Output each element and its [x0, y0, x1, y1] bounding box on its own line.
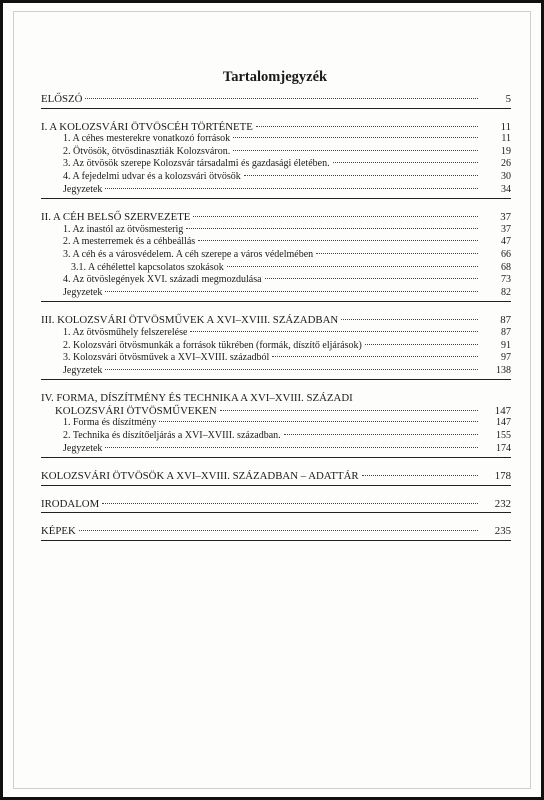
entry-label: ELŐSZÓ	[41, 93, 83, 105]
entry-label: 4. A fejedelmi udvar és a kolozsvári ötvösök	[63, 170, 241, 182]
entry-page: 235	[494, 525, 511, 538]
entry-page: 147	[496, 417, 511, 429]
entry-page: 34	[501, 183, 511, 195]
section-divider	[41, 485, 511, 486]
section-divider	[41, 198, 511, 199]
toc-entry-4-2[interactable]	[41, 430, 511, 443]
entry-page: 66	[501, 248, 511, 260]
entry-page: 11	[500, 120, 511, 133]
entry-label: 3.1. A céhélettel kapcsolatos szokások	[71, 261, 224, 273]
dot-leader	[256, 126, 478, 127]
entry-page: 82	[501, 286, 511, 298]
page-title: Tartalomjegyzék	[222, 69, 328, 85]
toc-entry-chapter-4[interactable]	[41, 405, 511, 418]
dot-leader	[365, 344, 478, 345]
toc-entry-1-3[interactable]	[41, 158, 511, 171]
toc-entry-1-4[interactable]	[41, 171, 511, 184]
dot-leader	[79, 530, 478, 531]
entry-label: I. A KOLOZSVÁRI ÖTVÖSCÉH TÖRTÉNETE	[41, 120, 253, 133]
entry-page: 30	[501, 170, 511, 182]
dot-leader	[265, 278, 478, 279]
entry-label: 2. Kolozsvári ötvösmunkák a források tükrében (formák, díszítő eljárások)	[63, 339, 362, 351]
entry-page: 97	[501, 352, 511, 364]
toc-entry-chapter-1[interactable]	[41, 121, 511, 134]
entry-page: 91	[501, 339, 511, 351]
entry-label: 2. A mesterremek és a céhbeállás	[63, 236, 196, 248]
section-divider	[41, 108, 511, 109]
entry-label: II. A CÉH BELSŐ SZERVEZETE	[41, 211, 191, 224]
toc-entry-3-3[interactable]	[41, 352, 511, 365]
entry-page: 232	[494, 497, 511, 510]
toc-entry-4-1[interactable]	[41, 417, 511, 430]
toc-entry-1-2[interactable]	[41, 146, 511, 159]
dot-leader	[316, 253, 478, 254]
entry-label: KOLOZSVÁRI ÖTVÖSÖK A XVI–XVIII. SZÁZADBAN – ADATTÁR	[41, 470, 359, 483]
entry-label: KÉPEK	[41, 525, 76, 538]
dot-leader	[105, 188, 478, 189]
entry-page: 178	[494, 470, 511, 483]
entry-label: 4. Az ötvöslegények XVI. századi megmozdulása	[63, 274, 262, 286]
entry-label: 1. A céhes mesterekre vonatkozó források	[63, 133, 231, 145]
dot-leader	[341, 319, 478, 320]
entry-page: 37	[501, 223, 511, 235]
entry-page: 73	[501, 274, 511, 286]
toc-entry-2-1[interactable]	[41, 224, 511, 237]
toc-entry-irodalom[interactable]	[41, 498, 511, 511]
toc-entry-4-notes[interactable]	[41, 443, 511, 456]
entry-label: 3. Az ötvösök szerepe Kolozsvár társadalmi és gazdasági életében.	[63, 158, 330, 170]
dot-leader	[233, 137, 478, 138]
entry-page: 68	[501, 261, 511, 273]
toc-entry-3-1[interactable]	[41, 327, 511, 340]
entry-label: Jegyzetek	[63, 183, 103, 195]
dot-leader	[193, 216, 478, 217]
toc-entry-2-3-1[interactable]	[41, 262, 511, 275]
entry-label: 1. Az ötvösműhely felszerelése	[63, 326, 188, 338]
toc-entry-1-1[interactable]	[41, 133, 511, 146]
entry-page: 5	[505, 93, 511, 105]
entry-label: 3. Kolozsvári ötvösművek a XVI–XVIII. századból	[63, 352, 270, 364]
dot-leader	[333, 162, 478, 163]
dot-leader	[190, 331, 478, 332]
entry-page: 174	[496, 442, 511, 454]
dot-leader	[362, 475, 478, 476]
toc-entry-2-3[interactable]	[41, 249, 511, 262]
entry-label: 1. Az inastól az ötvösmesterig	[63, 223, 184, 235]
toc-entry-adattar[interactable]	[41, 470, 511, 483]
toc-entry-2-4[interactable]	[41, 274, 511, 287]
dot-leader	[85, 98, 478, 99]
toc-entry-1-notes[interactable]	[41, 184, 511, 197]
toc-entry-chapter-2[interactable]	[41, 211, 511, 224]
dot-leader	[198, 240, 478, 241]
entry-label: KOLOZSVÁRI ÖTVÖSMŰVEKEN	[55, 404, 217, 417]
entry-page: 47	[501, 236, 511, 248]
dot-leader	[186, 228, 478, 229]
entry-page: 155	[496, 430, 511, 442]
entry-label: IRODALOM	[41, 497, 100, 510]
entry-label: 2. Technika és díszítőeljárás a XVI–XVIII. században.	[63, 430, 281, 442]
toc-entry-chapter-3[interactable]	[41, 314, 511, 327]
dot-leader	[220, 410, 478, 411]
entry-page: 11	[501, 133, 511, 145]
section-divider	[41, 379, 511, 380]
dot-leader	[105, 447, 478, 448]
entry-page: 87	[500, 314, 511, 327]
entry-page: 87	[501, 326, 511, 338]
entry-page: 19	[501, 145, 511, 157]
toc-entry-2-notes[interactable]	[41, 287, 511, 300]
entry-page: 26	[501, 158, 511, 170]
dot-leader	[105, 291, 478, 292]
entry-label: Jegyzetek	[63, 442, 103, 454]
toc-entry-kepek[interactable]	[41, 525, 511, 538]
entry-page: 138	[496, 364, 511, 376]
toc-entry-chapter-4-line1: IV. FORMA, DÍSZÍTMÉNY ÉS TECHNIKA A XVI–XVIII. SZÁZADI	[41, 392, 353, 405]
dot-leader	[105, 369, 478, 370]
dot-leader	[272, 356, 478, 357]
entry-label: Jegyzetek	[63, 364, 103, 376]
dot-leader	[227, 266, 478, 267]
toc-list	[41, 93, 511, 553]
entry-label: 1. Forma és díszítmény	[63, 417, 157, 429]
section-divider	[41, 540, 511, 541]
entry-label: 2. Ötvösök, ötvösdinasztiák Kolozsváron.	[63, 145, 231, 157]
toc-entry-3-notes[interactable]	[41, 365, 511, 378]
section-divider	[41, 512, 511, 513]
section-divider	[41, 301, 511, 302]
dot-leader	[233, 150, 478, 151]
dot-leader	[102, 503, 478, 504]
dot-leader	[284, 434, 478, 435]
entry-page: 37	[500, 211, 511, 224]
entry-label: III. KOLOZSVÁRI ÖTVÖSMŰVEK A XVI–XVIII. SZÁZADBAN	[41, 314, 339, 327]
dot-leader	[244, 175, 478, 176]
dot-leader	[159, 421, 478, 422]
toc-entry-2-2[interactable]	[41, 236, 511, 249]
section-divider	[41, 457, 511, 458]
entry-label: 3. A céh és a városvédelem. A céh szerepe a város védelmében	[63, 248, 314, 260]
toc-entry-eloszo[interactable]	[41, 93, 511, 106]
entry-page: 147	[494, 404, 511, 417]
entry-label: Jegyzetek	[63, 286, 103, 298]
toc-entry-3-2[interactable]	[41, 340, 511, 353]
